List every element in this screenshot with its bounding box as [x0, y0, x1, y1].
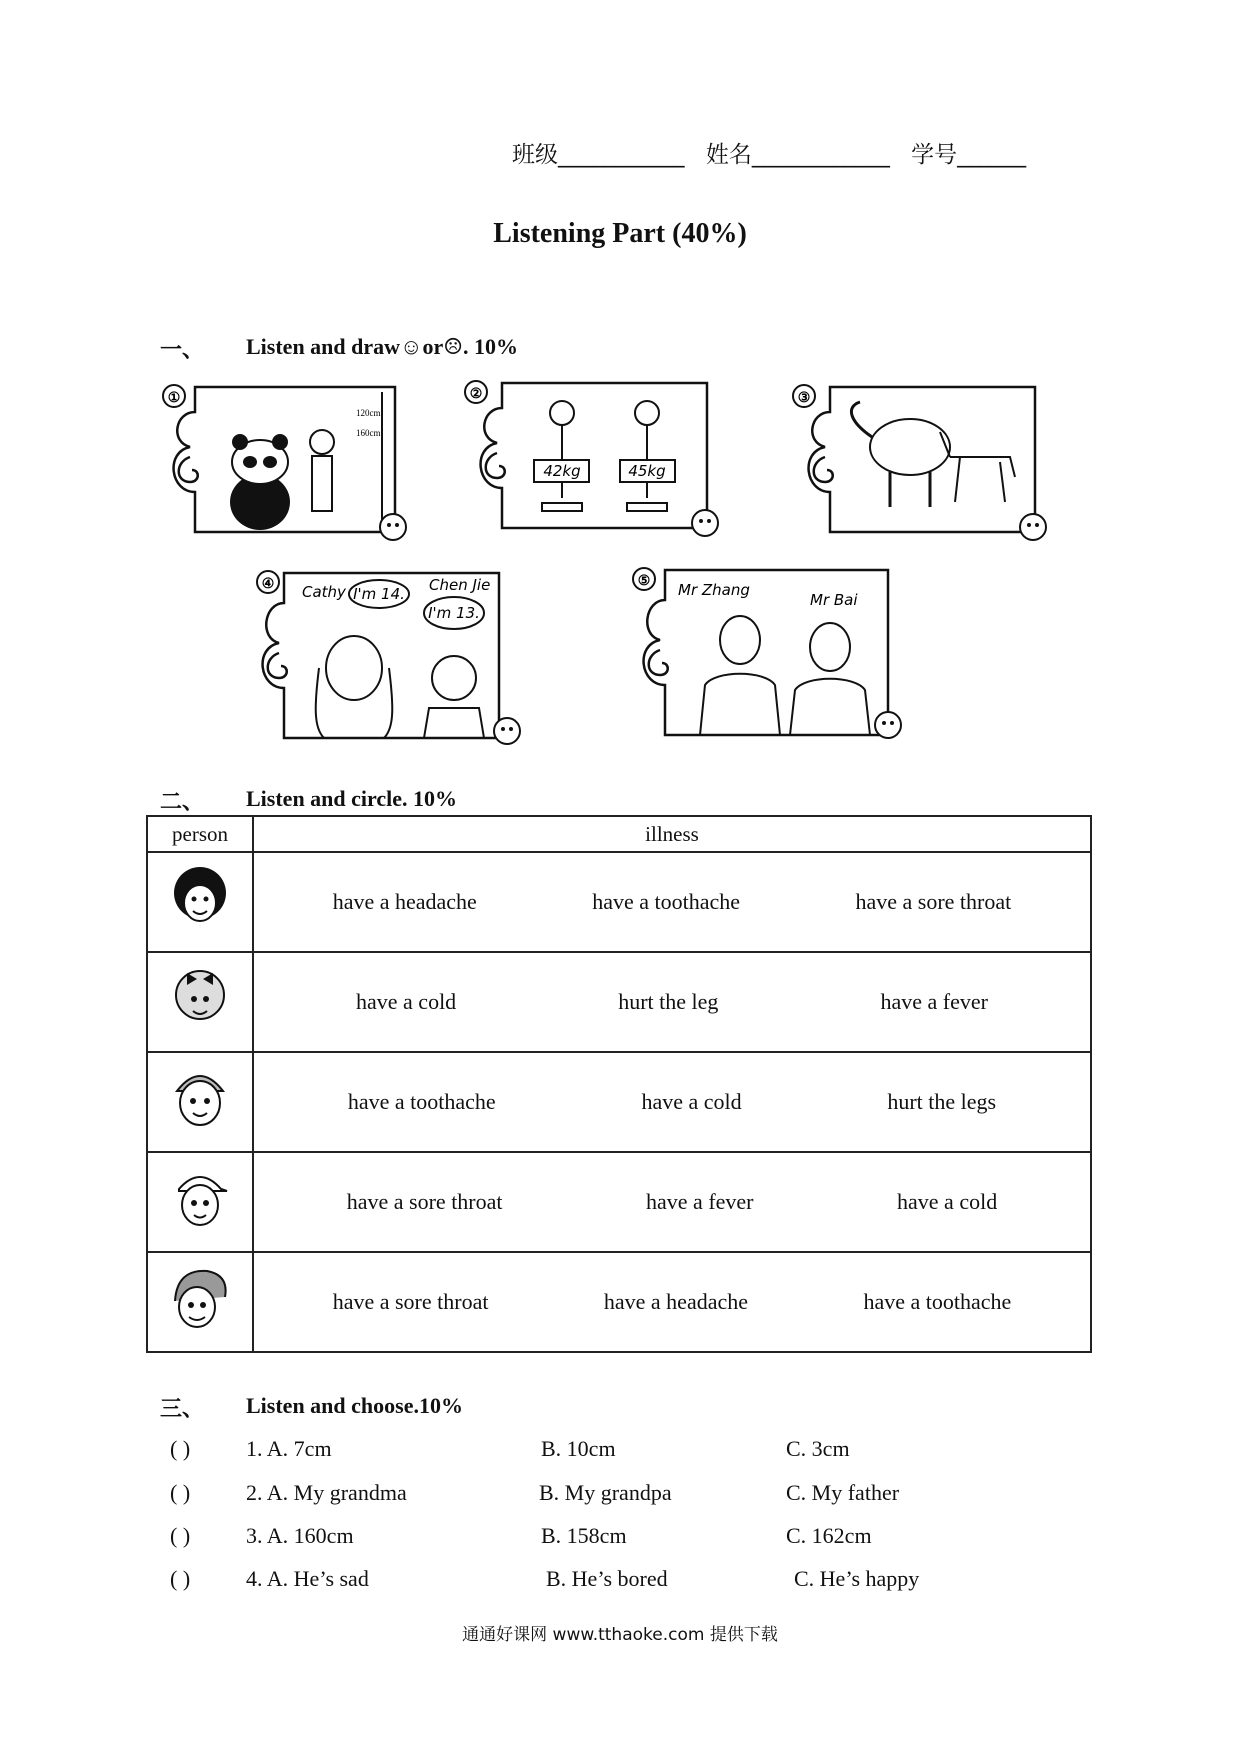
face-circle-4[interactable]: [494, 718, 520, 744]
picture-panel-3: [790, 382, 1055, 547]
illness-options: [253, 952, 1091, 1052]
answer-blank[interactable]: ( ): [170, 1436, 191, 1461]
option-a: 2. A. My grandma: [246, 1480, 407, 1505]
illness-option[interactable]: hurt the legs: [887, 1089, 997, 1114]
section3-heading: Listen and choose.10%: [246, 1393, 463, 1418]
option-a: 3. A. 160cm: [246, 1523, 354, 1548]
illness-option[interactable]: have a sore throat: [855, 889, 1012, 914]
illness-option[interactable]: hurt the leg: [618, 989, 719, 1014]
speech-chenjie-age: I'm 13.: [428, 604, 480, 622]
panel-number: ③: [797, 391, 811, 406]
name-mr-bai: Mr Bai: [810, 591, 858, 609]
illness-options: [253, 1152, 1091, 1252]
person-avatar: [147, 952, 253, 1052]
illness-table: [146, 815, 1092, 1353]
weight-label-42: 42kg: [543, 462, 581, 480]
elephant-horse-picture: [790, 382, 1055, 542]
illness-option[interactable]: have a fever: [880, 989, 988, 1014]
picture-panel-1: [160, 382, 410, 547]
illness-option[interactable]: have a fever: [646, 1189, 754, 1214]
panel-number: ④: [261, 577, 275, 592]
option-c: C. 3cm: [786, 1436, 850, 1461]
person-avatar: [147, 1152, 253, 1252]
illness-options: [253, 1052, 1091, 1152]
cathy-chenjie-picture: [254, 568, 529, 748]
panel-number: ⑤: [637, 574, 651, 589]
option-b: B. 10cm: [541, 1436, 616, 1461]
student-info-line: [512, 136, 1040, 169]
section3-number: 三、: [160, 1397, 205, 1422]
footer-source: 通通好课网 www.tthaoke.com 提供下载: [462, 1625, 778, 1645]
name-mr-zhang: Mr Zhang: [678, 581, 750, 599]
name-cathy: Cathy: [302, 583, 346, 601]
illness-option[interactable]: have a toothache: [863, 1289, 1012, 1314]
height-mark-120: 120cm: [356, 408, 381, 418]
table-row: [147, 1152, 1091, 1252]
illness-options: [253, 852, 1091, 952]
name-field[interactable]: 姓名____________: [705, 142, 890, 168]
table-row: [147, 1252, 1091, 1352]
illness-option[interactable]: have a sore throat: [346, 1189, 503, 1214]
section1-heading: Listen and draw☺or☹. 10%: [246, 334, 518, 359]
person-avatar: [147, 1052, 253, 1152]
illness-option[interactable]: have a cold: [641, 1089, 742, 1114]
section2-number: 二、: [160, 790, 205, 815]
option-c: C. He’s happy: [794, 1566, 920, 1591]
illness-option[interactable]: have a cold: [356, 989, 457, 1014]
header-person: person: [147, 816, 253, 852]
section2-heading: Listen and circle. 10%: [246, 786, 458, 811]
name-chen-jie: Chen Jie: [429, 576, 491, 594]
picture-panel-5: [630, 565, 910, 750]
answer-blank[interactable]: ( ): [170, 1523, 191, 1548]
mrzhang-mrbai-picture: [630, 565, 910, 745]
class-field[interactable]: 班级___________: [512, 142, 685, 168]
option-a: 1. A. 7cm: [246, 1436, 332, 1461]
illness-options: [253, 1252, 1091, 1352]
face-circle-3[interactable]: [1020, 514, 1046, 540]
illness-option[interactable]: have a headache: [603, 1289, 749, 1314]
option-a: 4. A. He’s sad: [246, 1566, 369, 1591]
illness-option[interactable]: have a headache: [332, 889, 477, 914]
table-row: [147, 952, 1091, 1052]
section1-number: 一、: [160, 338, 205, 363]
panel-number: ①: [167, 391, 181, 406]
face-circle-2[interactable]: [692, 510, 718, 536]
table-header-row: [147, 816, 1091, 852]
header-illness: illness: [253, 816, 1091, 852]
face-circle-1[interactable]: [380, 514, 406, 540]
option-b: B. My grandpa: [539, 1480, 672, 1505]
person-avatar: [147, 852, 253, 952]
page-title: Listening Part (40%): [493, 218, 747, 249]
weight-scales-picture: [462, 378, 727, 543]
speech-cathy-age: I'm 14.: [353, 585, 405, 603]
face-circle-5[interactable]: [875, 712, 901, 738]
illness-option[interactable]: have a cold: [897, 1189, 998, 1214]
table-row: [147, 1052, 1091, 1152]
answer-blank[interactable]: ( ): [170, 1566, 191, 1591]
weight-label-45: 45kg: [628, 462, 666, 480]
height-mark-160: 160cm: [356, 428, 381, 438]
person-avatar: [147, 1252, 253, 1352]
option-b: B. 158cm: [541, 1523, 627, 1548]
picture-panel-4: [254, 568, 529, 753]
option-c: C. My father: [786, 1480, 900, 1505]
panda-monkey-picture: [160, 382, 410, 542]
student-id-field[interactable]: 学号______: [911, 142, 1027, 168]
panel-number: ②: [469, 387, 483, 402]
illness-option[interactable]: have a sore throat: [332, 1289, 489, 1314]
picture-panel-2: [462, 378, 727, 548]
table-row: [147, 852, 1091, 952]
illness-option[interactable]: have a toothache: [347, 1089, 496, 1114]
option-b: B. He’s bored: [546, 1566, 668, 1591]
answer-blank[interactable]: ( ): [170, 1480, 191, 1505]
illness-option[interactable]: have a toothache: [592, 889, 741, 914]
option-c: C. 162cm: [786, 1523, 872, 1548]
